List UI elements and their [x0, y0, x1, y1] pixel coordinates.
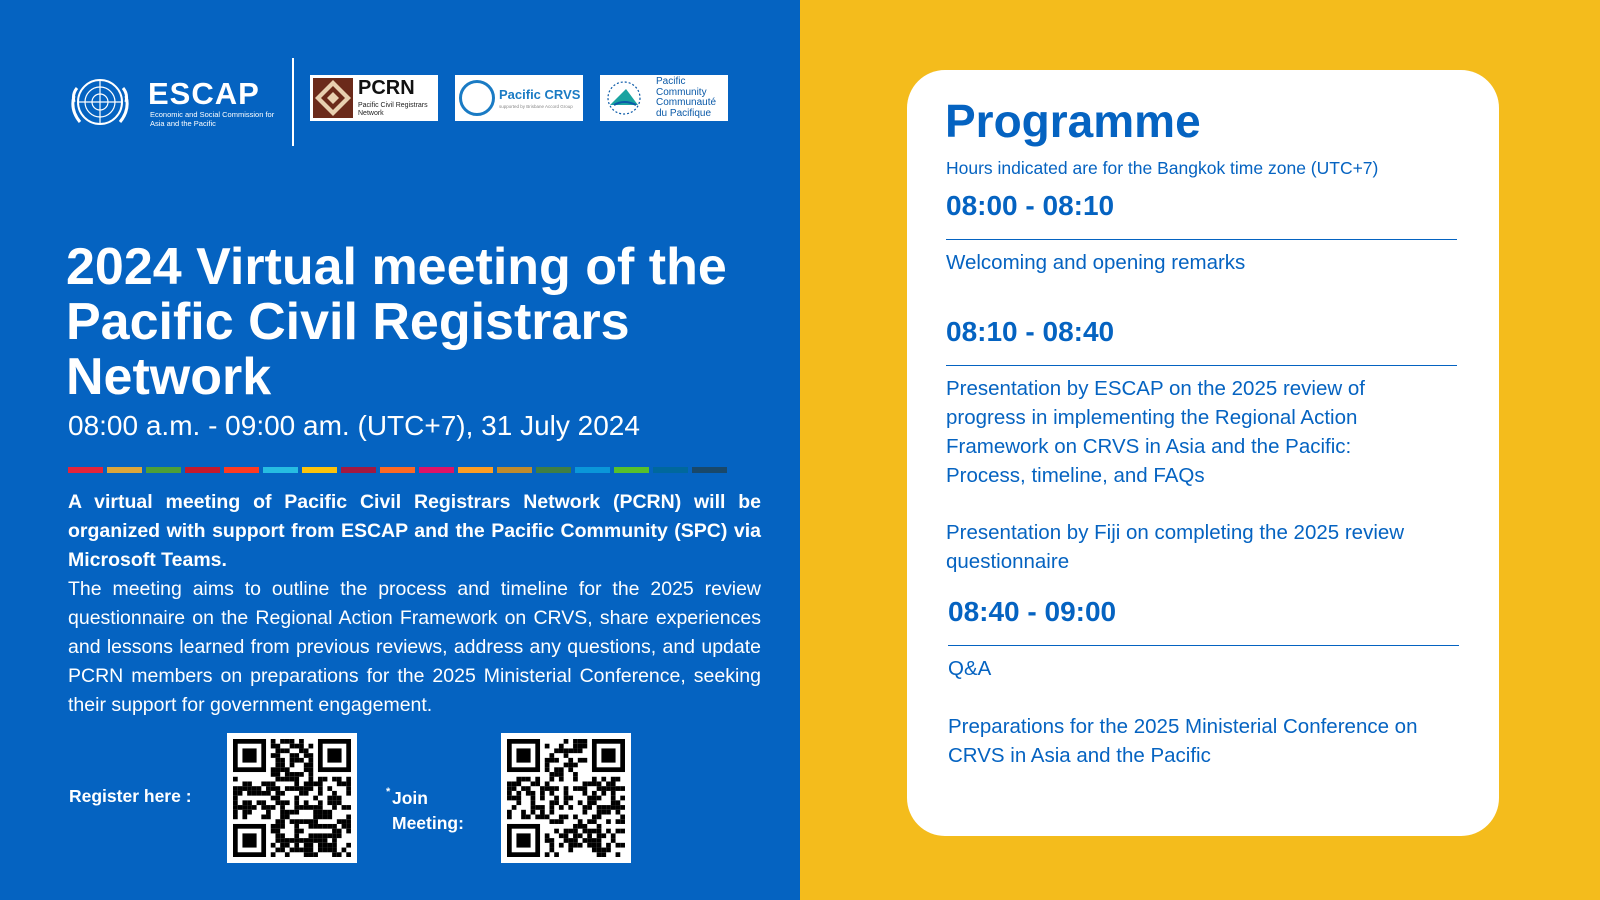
- sdg-color-segment: [302, 467, 337, 473]
- event-description-body: The meeting aims to outline the process and timeline for the 2025 review questionnaire on the Regional Action Framework on CRVS, share experiences and lessons learned from previous reviews, address any questions, and update PCRN members on preparations for the 2025 Ministerial Conference, seeking their support for government engagement.: [68, 578, 761, 716]
- sdg-color-strip: [68, 467, 727, 473]
- slot-time-1: 08:00 - 08:10: [946, 190, 1115, 221]
- sdg-color-segment: [575, 467, 610, 473]
- event-description: [68, 488, 761, 720]
- sdg-color-segment: [224, 467, 259, 473]
- slot-divider: [946, 239, 1457, 240]
- sdg-color-segment: [185, 467, 220, 473]
- join-meeting-text: Join Meeting:: [392, 788, 464, 833]
- pcrn-pattern-icon: [313, 78, 353, 118]
- pacific-crvs-wordmark: Pacific CRVS: [499, 87, 581, 102]
- sdg-color-segment: [68, 467, 103, 473]
- event-description-lead: A virtual meeting of Pacific Civil Registrars Network (PCRN) will be organized with support from ESCAP and the Pacific Community (SPC) via Microsoft Teams.: [68, 491, 761, 571]
- register-qr-code[interactable]: [227, 733, 357, 863]
- escap-subtitle: Economic and Social Commission for Asia and the Pacific: [150, 110, 275, 128]
- spc-logo: [600, 75, 728, 121]
- crvs-family-icon: [459, 80, 495, 116]
- logo-bar: [68, 58, 748, 146]
- slot-time-3: 08:40 - 09:00: [948, 596, 1117, 627]
- logo-divider: [292, 58, 294, 146]
- slot-divider: [946, 365, 1457, 366]
- sdg-color-segment: [653, 467, 688, 473]
- sdg-color-segment: [419, 467, 454, 473]
- event-datetime: 08:00 a.m. - 09:00 am. (UTC+7), 31 July 2024: [68, 410, 640, 441]
- spc-wordmark: Pacific Community Communauté du Pacifique: [656, 76, 717, 119]
- sdg-color-segment: [536, 467, 571, 473]
- sdg-color-segment: [380, 467, 415, 473]
- pcrn-logo: [310, 75, 438, 121]
- sdg-color-segment: [614, 467, 649, 473]
- sdg-color-segment: [107, 467, 142, 473]
- slot-divider: [948, 645, 1459, 646]
- register-label: Register here :: [69, 786, 192, 806]
- sdg-color-segment: [692, 467, 727, 473]
- programme-title: Programme: [945, 95, 1201, 147]
- slot-item: Q&A: [948, 657, 992, 680]
- slot-time-2: 08:10 - 08:40: [946, 316, 1115, 347]
- slot-item: Welcoming and opening remarks: [946, 251, 1246, 274]
- sdg-color-segment: [458, 467, 493, 473]
- pacific-crvs-logo: [455, 75, 583, 121]
- join-meeting-label: [386, 786, 482, 836]
- escap-wordmark: ESCAP: [148, 76, 260, 111]
- qr-code-icon: [233, 739, 351, 857]
- slot-item: Presentation by ESCAP on the 2025 review of progress in implementing the Regional Action Framework on CRVS in Asia and the Pacific: Process, timeline, and FAQs: [946, 377, 1365, 487]
- slot-item: Presentation by Fiji on completing the 2025 review questionnaire: [946, 521, 1405, 573]
- sdg-color-segment: [497, 467, 532, 473]
- qr-code-icon: [507, 739, 625, 857]
- sdg-color-segment: [341, 467, 376, 473]
- timezone-note: Hours indicated are for the Bangkok time zone (UTC+7): [946, 158, 1379, 178]
- join-asterisk: *: [386, 786, 391, 798]
- event-title: 2024 Virtual meeting of the Pacific Civil Registrars Network: [66, 238, 727, 406]
- sdg-color-segment: [146, 467, 181, 473]
- un-emblem-icon: [68, 70, 132, 134]
- programme-card: [907, 70, 1499, 836]
- pcrn-subtitle: Pacific Civil Registrars Network: [358, 102, 428, 117]
- pcrn-wordmark: PCRN: [358, 77, 415, 99]
- pacific-crvs-tagline: supported by Brisbane Accord Group: [499, 104, 573, 109]
- join-meeting-qr-code[interactable]: [501, 733, 631, 863]
- sdg-color-segment: [263, 467, 298, 473]
- spc-emblem-icon: [604, 79, 644, 117]
- slot-item: Preparations for the 2025 Ministerial Conference on CRVS in Asia and the Pacific: [948, 715, 1418, 767]
